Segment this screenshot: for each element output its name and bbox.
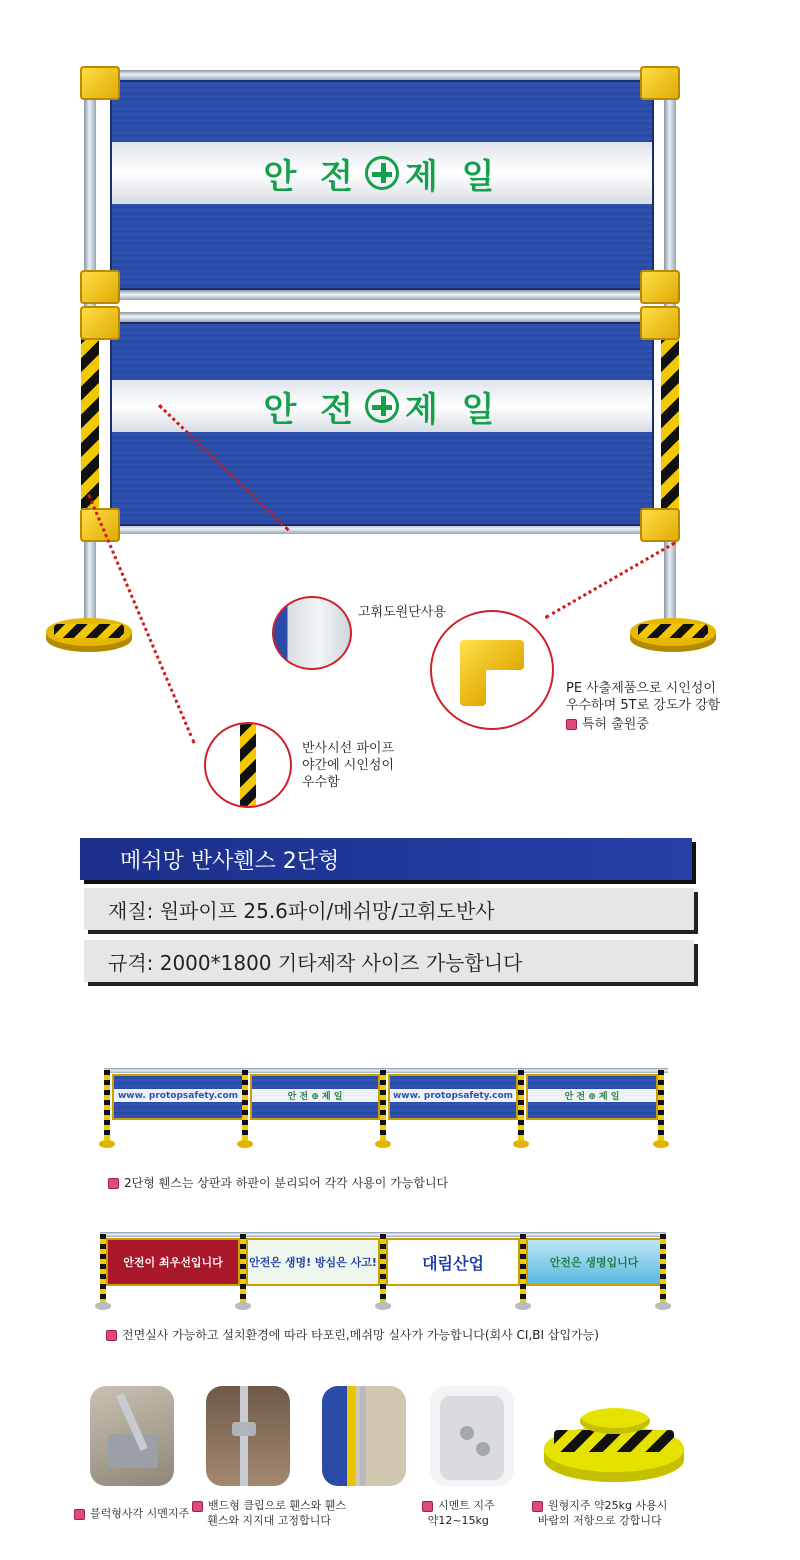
product-title-bar [80,838,692,880]
cement-base [515,1302,531,1310]
fabric-note: 고휘도원단사용 [358,605,446,620]
size-row [84,940,694,982]
middle-rail-2 [96,312,664,322]
corner-clamp [640,270,680,304]
caption-line1: 시멘트 지주 [438,1499,495,1512]
mini-post [100,1234,106,1304]
mini-post [658,1070,664,1140]
banner-2 [246,1238,380,1286]
caption-line1: 밴드형 클립으로 휀스와 휀스 [208,1499,347,1512]
left-reflective-stripe [81,330,99,520]
caption-line1: 블럭형사각 시멘지주 [90,1507,190,1520]
cement-base [655,1302,671,1310]
mini-base [237,1140,253,1148]
bullet-icon [422,1501,433,1512]
caption-line2: 약12~15kg [427,1514,489,1527]
cement-block-caption [422,1498,495,1528]
bullet-icon [74,1509,85,1520]
corner-clamp [640,66,680,100]
cement-block-photo [430,1386,514,1486]
pipe-note-line2: 야간에 시인성이 [302,758,395,773]
row2-caption-text: 전면실사 가능하고 설치환경에 따라 타포린,메쉬망 실사가 가능합니다(회사 CI,BI 삽입가능) [122,1328,599,1342]
mini-panel-4 [526,1074,658,1120]
caption-line2: 휀스와 지지대 고정합니다 [207,1514,331,1527]
corner-clamp [640,508,680,542]
block-base-photo [90,1386,174,1486]
row2-caption [106,1326,599,1343]
material-row [84,888,694,930]
cement-base [375,1302,391,1310]
patent-note [566,716,720,733]
clamp-note-line1: PE 사출제품으로 시인성이 [566,681,716,696]
mini-post [660,1234,666,1304]
mini-top-rail [104,1068,668,1073]
corner-clamp [80,270,120,304]
banner-4 [526,1238,662,1286]
callout-line-clamp [545,541,676,619]
mini-base [513,1140,529,1148]
product-title: 메쉬망 반사휀스 2단형 [120,848,340,874]
banner-3 [386,1238,520,1286]
upper-reflective-band [112,142,652,204]
pipe-note [302,740,394,791]
band-clip-caption [192,1498,346,1528]
mini-panel-2 [250,1074,380,1120]
mini-panel-text: www. protopsafety.com [114,1089,242,1102]
lower-mesh-panel [110,322,654,526]
green-cross-icon [365,389,399,423]
patent-label: 특허 출원중 [582,717,649,732]
clamp-note-line2: 우수하며 5T로 강도가 강함 [566,698,721,713]
mini-base [375,1140,391,1148]
bullet-icon [566,719,577,730]
cement-post-photo [322,1386,406,1486]
upper-mesh-panel [110,80,654,290]
caption-line2: 바람의 저항으로 강합니다 [537,1514,662,1527]
bullet-icon [192,1501,203,1512]
banner-text: 안전은 생명입니다 [549,1256,639,1269]
banner-text: 안전은 생명! 방심은 사고! [249,1256,377,1269]
caption-line1: 원형지주 약25kg 사용시 [548,1499,668,1512]
mini-base [99,1140,115,1148]
mini-post [104,1070,110,1140]
mini-base [653,1140,669,1148]
mini-post [380,1070,386,1140]
mini-panel-3 [388,1074,518,1120]
pipe-note-line1: 반사시선 파이프 [302,741,395,756]
cement-base [95,1302,111,1310]
slogan-word-2: 제 일 [405,389,501,430]
fabric-closeup [272,596,352,670]
right-reflective-stripe [661,330,679,520]
round-base-caption [532,1498,667,1528]
mini-panel-1 [112,1074,244,1120]
upper-slogan [263,149,500,198]
round-base-left [46,618,132,652]
lower-reflective-band [112,380,652,432]
size-text: 규격: 2000*1800 기타제작 사이즈 가능합니다 [108,950,523,975]
slogan-word-1: 안 전 [263,156,359,197]
bullet-icon [108,1178,119,1189]
corner-clamp [640,306,680,340]
lower-slogan [263,382,500,431]
round-base-photo [540,1400,690,1490]
banner-text: 안전이 최우선입니다 [123,1256,223,1269]
green-cross-icon [365,156,399,190]
middle-rail [96,290,664,300]
mini-panel-text: 안 전 ⊕ 제 일 [252,1089,378,1102]
mini-post [242,1070,248,1140]
clamp-note [566,680,720,733]
mini-post [380,1234,386,1304]
mini-panel-text: www. protopsafety.com [390,1089,516,1102]
pipe-note-line3: 우수함 [302,775,340,790]
block-base-caption [74,1506,189,1521]
banner-text: 대림산업 [422,1253,484,1273]
corner-clamp [80,306,120,340]
bullet-icon [106,1330,117,1341]
cement-base [235,1302,251,1310]
round-base-right [630,618,716,652]
clamp-closeup [430,610,554,730]
material-text: 재질: 원파이프 25.6파이/메쉬망/고휘도반사 [108,898,495,923]
banner-1 [106,1238,240,1286]
corner-clamp [80,66,120,100]
row1-caption-text: 2단형 휀스는 상판과 하판이 분리되어 각각 사용이 가능합니다 [124,1176,449,1190]
mini-post [240,1234,246,1304]
mini-panel-text: 안 전 ⊕ 제 일 [528,1089,656,1102]
top-rail [96,70,664,80]
band-clip-photo [206,1386,290,1486]
bullet-icon [532,1501,543,1512]
pipe-closeup [204,722,292,808]
mini-post [518,1070,524,1140]
slogan-word-2: 제 일 [405,156,501,197]
slogan-word-1: 안 전 [263,389,359,430]
mini-post [520,1234,526,1304]
row1-caption [108,1174,448,1191]
